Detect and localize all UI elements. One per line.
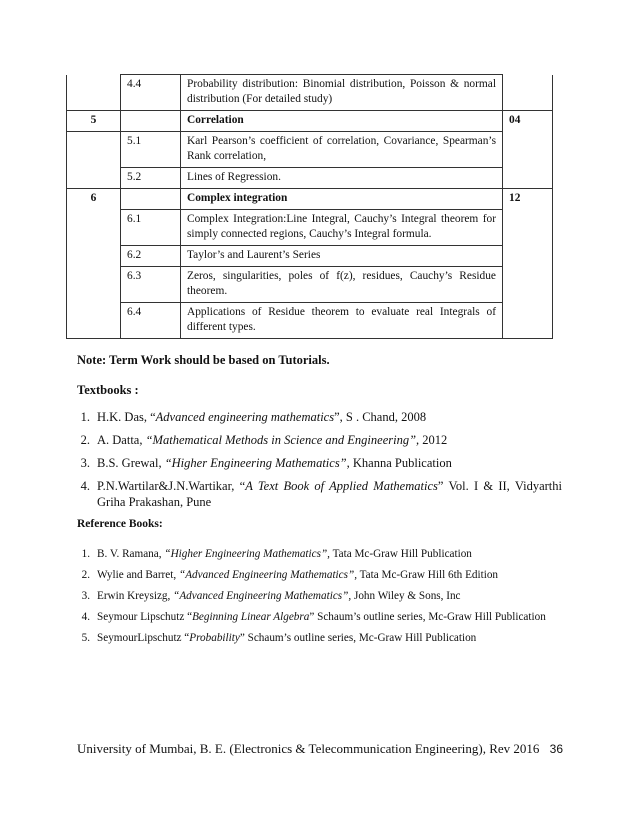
topic-description: Complex Integration:Line Integral, Cauchy’s Integral theorem for simply connected regions, Cauchy’s Integral formula. — [181, 210, 503, 246]
list-item — [77, 455, 562, 471]
module-number: 5 — [67, 111, 121, 132]
item-number: 1 . — [81, 409, 90, 425]
citation-author: B.S. Grewal, — [97, 456, 165, 470]
subtopic-number: 4.4 — [121, 75, 181, 111]
item-number: 4 . — [82, 610, 90, 624]
subtopic-number — [121, 111, 181, 132]
hours-cell — [503, 267, 553, 303]
module-hours: 12 — [503, 189, 553, 210]
topic-description: Applications of Residue theorem to evaluate real Integrals of different types. — [181, 303, 503, 339]
citation-title: “Higher Engineering Mathematics”, — [164, 548, 330, 560]
table-row — [67, 246, 553, 267]
item-number: 3 . — [82, 589, 90, 603]
subtopic-number: 6.3 — [121, 267, 181, 303]
citation-author: H.K. Das, “ — [97, 410, 156, 424]
module-cell — [67, 132, 121, 168]
item-number: 4 . — [81, 478, 90, 494]
list-item — [77, 610, 562, 624]
term-work-note: Note: Term Work should be based on Tutorials. — [77, 353, 330, 367]
topic-description: Zeros, singularities, poles of f(z), residues, Cauchy’s Residue theorem. — [181, 267, 503, 303]
citation-author: SeymourLipschutz “ — [97, 632, 190, 644]
citation-publisher: Tata Mc-Graw Hill 6th Edition — [357, 569, 499, 581]
citation-title: Beginning Linear Algebra — [192, 611, 310, 623]
topic-description: Probability distribution: Binomial distribution, Poisson & normal distribution (For detailed study) — [181, 75, 503, 111]
table-row — [67, 303, 553, 339]
table-row — [67, 168, 553, 189]
hours-cell — [503, 132, 553, 168]
table-row — [67, 75, 553, 111]
table-row — [67, 267, 553, 303]
module-number: 6 — [67, 189, 121, 210]
list-item — [77, 432, 562, 448]
topic-description: Karl Pearson’s coefficient of correlation, Covariance, Spearman’s Rank correlation, — [181, 132, 503, 168]
citation-title: “Higher Engineering Mathematics”, — [164, 456, 350, 470]
module-cell — [67, 210, 121, 246]
module-title: Complex integration — [181, 189, 503, 210]
reference-books-heading: Reference Books: — [77, 518, 163, 530]
citation-title: A Text Book of Applied Mathematics — [245, 479, 438, 493]
citation-title: “Advanced Engineering Mathematics”, — [178, 569, 358, 581]
table-row — [67, 210, 553, 246]
subtopic-number: 6.2 — [121, 246, 181, 267]
subtopic-number: 6.1 — [121, 210, 181, 246]
citation-title: “Mathematical Methods in Science and Engineering”, — [145, 433, 420, 447]
hours-cell — [503, 210, 553, 246]
citation-publisher: Khanna Publication — [349, 456, 452, 470]
item-number: 3 . — [81, 455, 90, 471]
item-number: 2 . — [82, 568, 90, 582]
citation-publisher: ” Vol. I & II, Vidyarthi Griha Prakashan, Pune — [97, 479, 562, 509]
citation-publisher: Tata Mc-Graw Hill Publication — [329, 548, 472, 560]
hours-cell — [503, 303, 553, 339]
list-item — [77, 478, 562, 510]
citation-publisher: 2012 — [419, 433, 448, 447]
item-number: 1 . — [82, 547, 90, 561]
module-title: Correlation — [181, 111, 503, 132]
hours-cell — [503, 75, 553, 111]
reference-books-list — [77, 547, 562, 652]
citation-publisher: John Wiley & Sons, Inc — [351, 590, 461, 602]
module-cell — [67, 75, 121, 111]
subtopic-number: 5.1 — [121, 132, 181, 168]
footer-text: University of Mumbai, B. E. (Electronics & Telecommunication Engineering), Rev 2016 — [77, 741, 540, 756]
hours-cell — [503, 168, 553, 189]
list-item — [77, 547, 562, 561]
textbooks-list — [77, 409, 562, 517]
item-number: 2 . — [81, 432, 90, 448]
citation-author: P.N.Wartilar&J.N.Wartikar, “ — [97, 479, 246, 493]
citation-author: Wylie and Barret, — [97, 569, 179, 581]
citation-publisher: ” Schaum’s outline series, Mc-Graw Hill Publication — [239, 632, 477, 644]
citation-author: A. Datta, — [97, 433, 146, 447]
list-item — [77, 568, 562, 582]
table-row — [67, 111, 553, 132]
module-cell — [67, 168, 121, 189]
citation-title: Probability — [189, 632, 240, 644]
page-number: 36 — [549, 742, 563, 756]
item-number: 5 . — [82, 631, 90, 645]
module-hours: 04 — [503, 111, 553, 132]
citation-publisher: ” Schaum’s outline series, Mc-Graw Hill Publication — [309, 611, 546, 623]
subtopic-number — [121, 189, 181, 210]
subtopic-number: 5.2 — [121, 168, 181, 189]
citation-author: Seymour Lipschutz “ — [97, 611, 193, 623]
table-row — [67, 189, 553, 210]
citation-title: “Advanced Engineering Mathematics”, — [173, 590, 352, 602]
page-footer — [77, 741, 563, 757]
subtopic-number: 6.4 — [121, 303, 181, 339]
hours-cell — [503, 246, 553, 267]
citation-author: B. V. Ramana, — [97, 548, 165, 560]
topic-description: Taylor’s and Laurent’s Series — [181, 246, 503, 267]
syllabus-table — [66, 74, 553, 339]
module-cell — [67, 246, 121, 267]
module-cell — [67, 303, 121, 339]
topic-description: Lines of Regression. — [181, 168, 503, 189]
list-item — [77, 589, 562, 603]
citation-author: Erwin Kreysizg, — [97, 590, 174, 602]
list-item — [77, 409, 562, 425]
table-row — [67, 132, 553, 168]
citation-title: Advanced engineering mathematics — [155, 410, 335, 424]
textbooks-heading: Textbooks : — [77, 383, 139, 397]
list-item — [77, 631, 562, 645]
citation-publisher: ”, S . Chand, 2008 — [334, 410, 427, 424]
module-cell — [67, 267, 121, 303]
